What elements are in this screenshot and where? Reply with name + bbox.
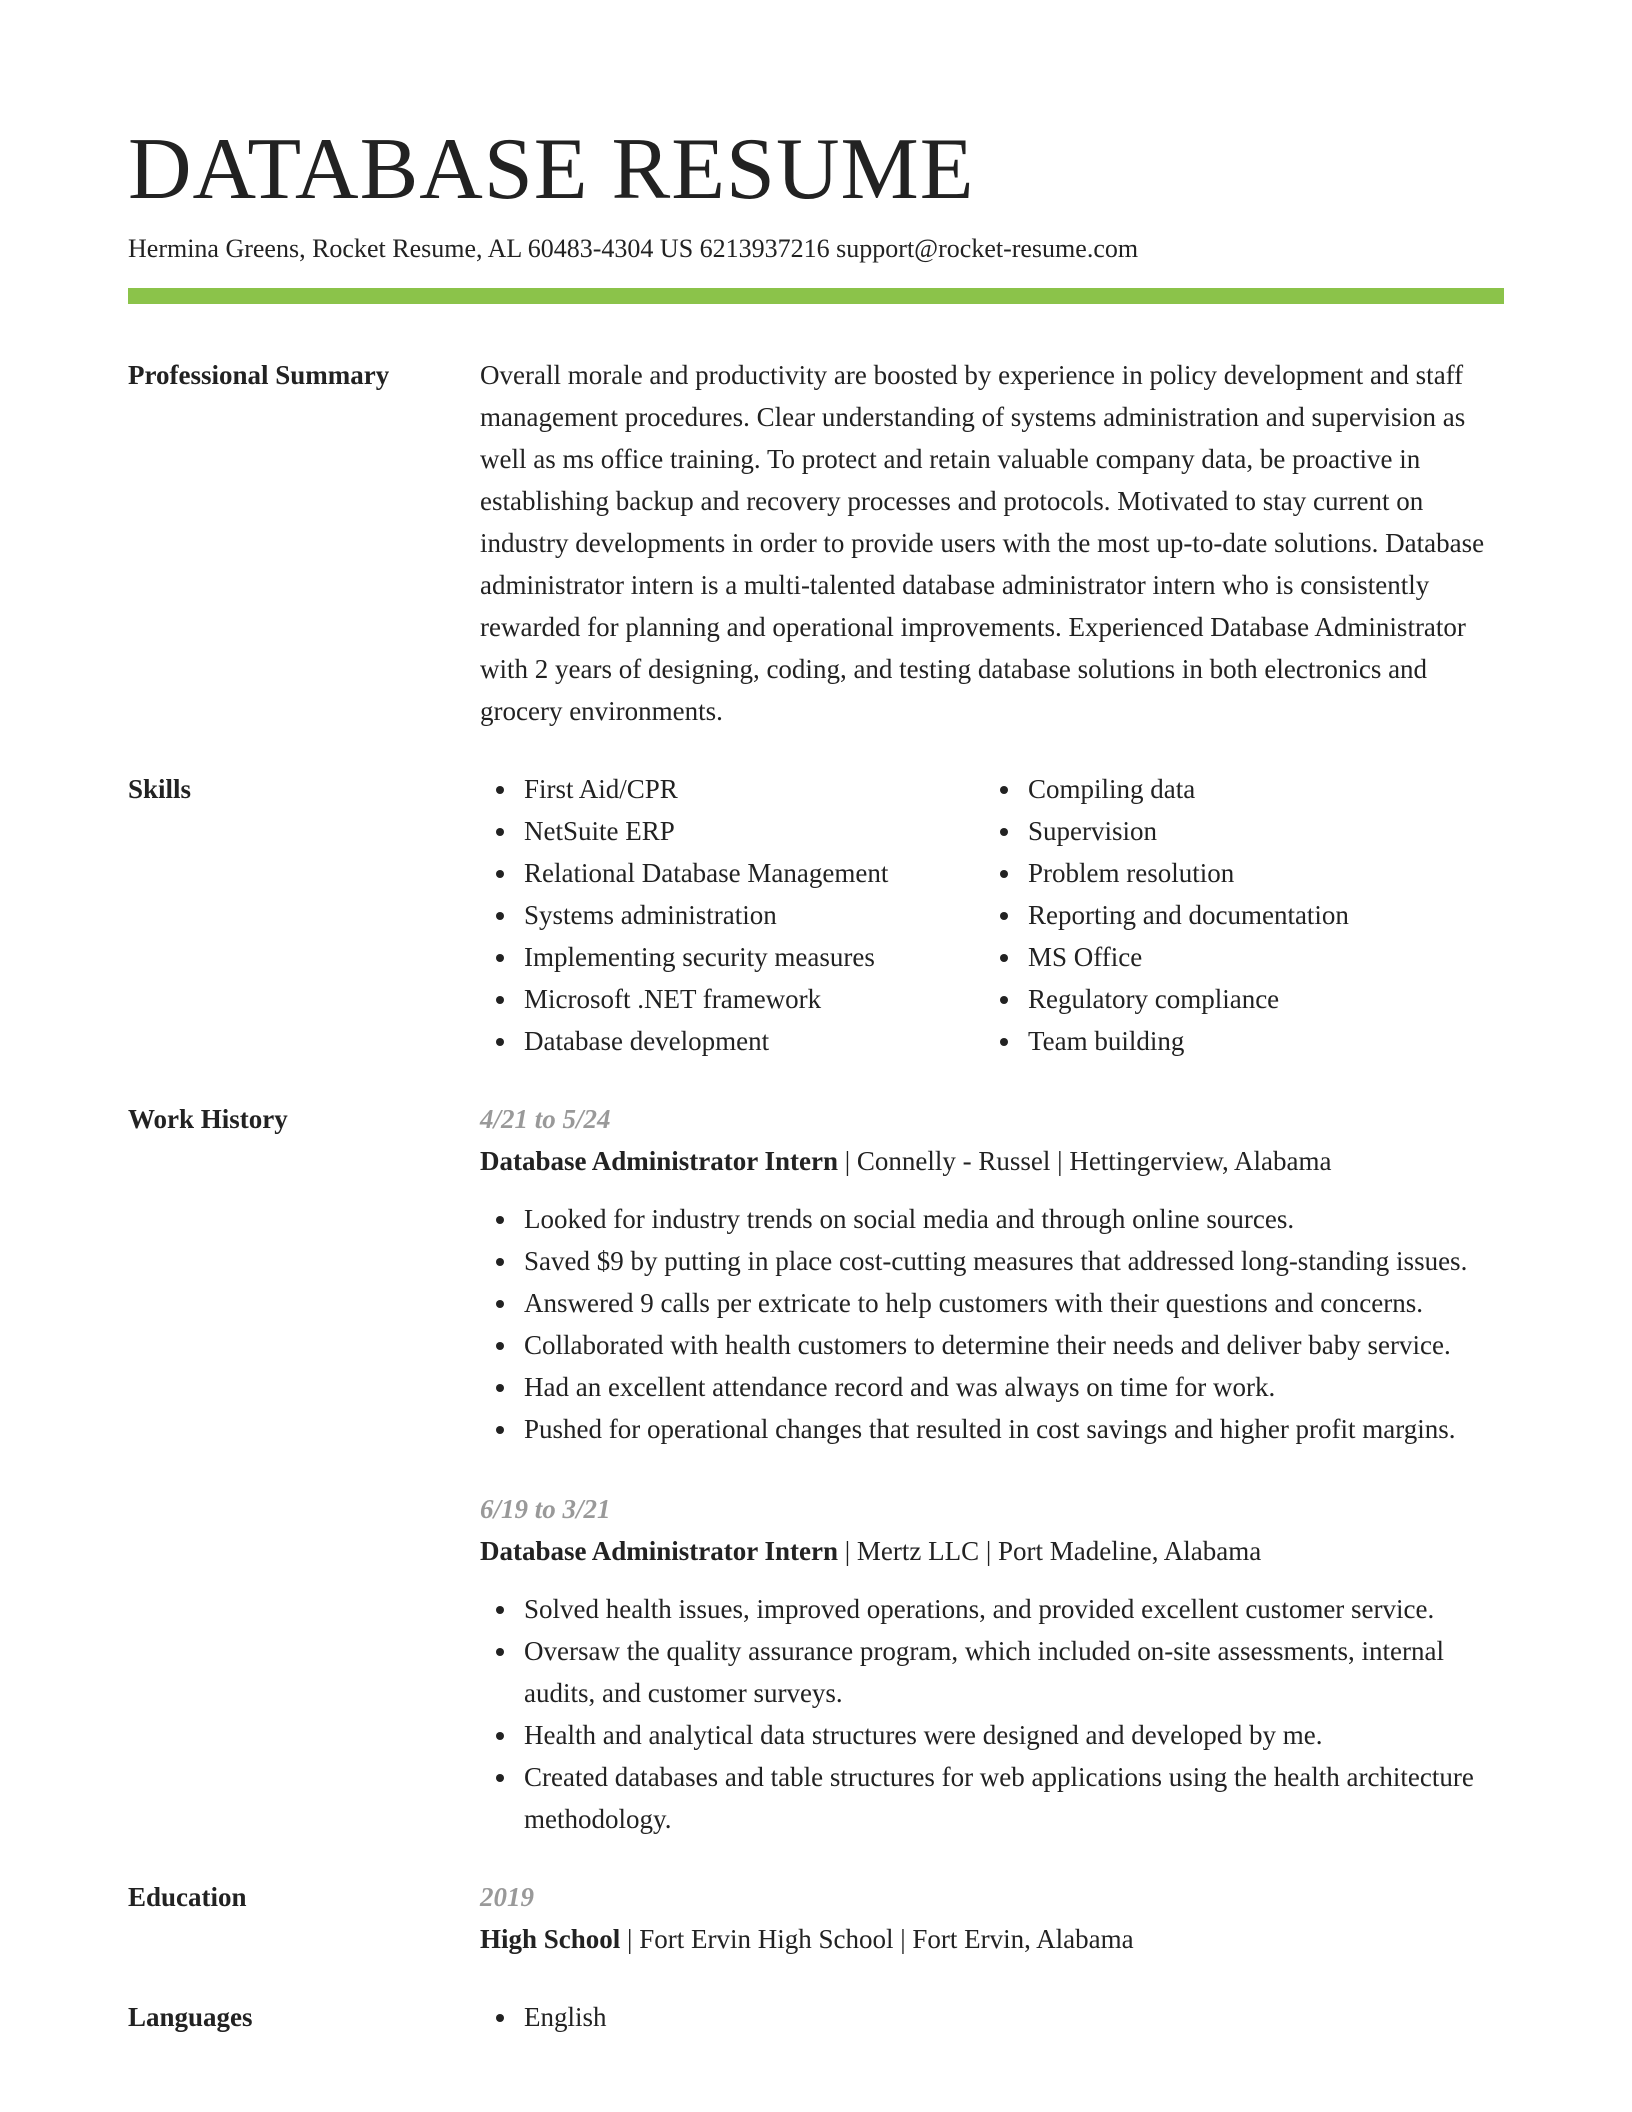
education-section [128,1876,1504,1960]
section-label-education: Education [128,1882,247,1912]
skills-section [128,768,1504,1062]
skill-item: NetSuite ERP [480,810,984,852]
job-bullet: Answered 9 calls per extricate to help customers with their questions and concerns. [480,1282,1504,1324]
skill-item: Implementing security measures [480,936,984,978]
job-entry [480,1098,1504,1450]
skill-item: Systems administration [480,894,984,936]
education-body [480,1876,1504,1960]
job-bullet: Created databases and table structures for web applications using the health architecture methodology. [480,1756,1504,1840]
resume-page [128,120,1504,2038]
section-label-work-history: Work History [128,1104,288,1134]
section-label-languages: Languages [128,2002,253,2032]
job-bullets [480,1198,1504,1450]
skill-item: Regulatory compliance [984,978,1488,1020]
job-dates: 6/19 to 3/21 [480,1494,611,1524]
job-details: | Connelly - Russel | Hettingerview, Alabama [838,1146,1332,1176]
job-bullet: Pushed for operational changes that resulted in cost savings and higher profit margins. [480,1408,1504,1450]
contact-line [128,232,1504,266]
job-bullet: Looked for industry trends on social media and through online sources. [480,1198,1504,1240]
job-bullet: Had an excellent attendance record and was always on time for work. [480,1366,1504,1408]
skill-item: Team building [984,1020,1488,1062]
skill-item: Compiling data [984,768,1488,810]
skill-item: Relational Database Management [480,852,984,894]
skill-item: Problem resolution [984,852,1488,894]
education-date: 2019 [480,1882,534,1912]
skill-item: Database development [480,1020,984,1062]
contact-phone: 6213937216 [699,234,830,263]
languages-section [128,1996,1504,2038]
job-bullet: Oversaw the quality assurance program, which included on-site assessments, internal audits, and customer surveys. [480,1630,1504,1714]
education-degree: High School [480,1924,621,1954]
job-bullet: Solved health issues, improved operations, and provided excellent customer service. [480,1588,1504,1630]
skill-item: First Aid/CPR [480,768,984,810]
section-label-skills: Skills [128,774,192,804]
skill-item: Reporting and documentation [984,894,1488,936]
skills-list-left [480,768,984,1062]
language-item: English [480,1996,1504,2038]
work-history-body [480,1098,1504,1840]
skill-item: Supervision [984,810,1488,852]
contact-email: support@rocket-resume.com [836,234,1139,263]
job-title: Database Administrator Intern [480,1536,839,1566]
summary-body [480,354,1504,732]
skills-list-right [984,768,1488,1062]
summary-text: Overall morale and productivity are boosted by experience in policy development and staff management procedures. Clear understanding of systems administration and supervision as well as ms office training. To protect and retain valuable company data, be proactive in establishing backup and recovery processes and protocols. Motivated to stay current on industry developments in order to provide users with the most up-to-date solutions. Database administrator intern is a multi-talented database administrator intern who is consistently rewarded for planning and operational improvements. Experienced Database Administrator with 2 years of designing, coding, and testing database solutions in both electronics and grocery environments. [480,360,1485,726]
job-bullet: Saved $9 by putting in place cost-cutting measures that addressed long-standing issues. [480,1240,1504,1282]
skill-item: MS Office [984,936,1488,978]
job-details: | Mertz LLC | Port Madeline, Alabama [838,1536,1262,1566]
summary-section [128,354,1504,732]
job-entry [480,1488,1504,1840]
job-bullets [480,1588,1504,1840]
job-role-line [480,1530,1504,1572]
job-bullet: Collaborated with health customers to determine their needs and deliver baby service. [480,1324,1504,1366]
languages-body [480,1996,1504,2038]
header-divider [128,288,1504,304]
job-role-line [480,1140,1504,1182]
education-line [480,1918,1504,1960]
contact-address: Hermina Greens, Rocket Resume, AL 60483-4304 US [128,234,694,263]
job-bullet: Health and analytical data structures were designed and developed by me. [480,1714,1504,1756]
section-label-summary: Professional Summary [128,360,390,390]
work-history-section [128,1098,1504,1840]
resume-title: DATABASE RESUME [128,121,975,218]
education-details: | Fort Ervin High School | Fort Ervin, Alabama [620,1924,1134,1954]
skills-body [480,768,1504,1062]
job-title: Database Administrator Intern [480,1146,839,1176]
skill-item: Microsoft .NET framework [480,978,984,1020]
job-dates: 4/21 to 5/24 [480,1104,611,1134]
languages-list [480,1996,1504,2038]
